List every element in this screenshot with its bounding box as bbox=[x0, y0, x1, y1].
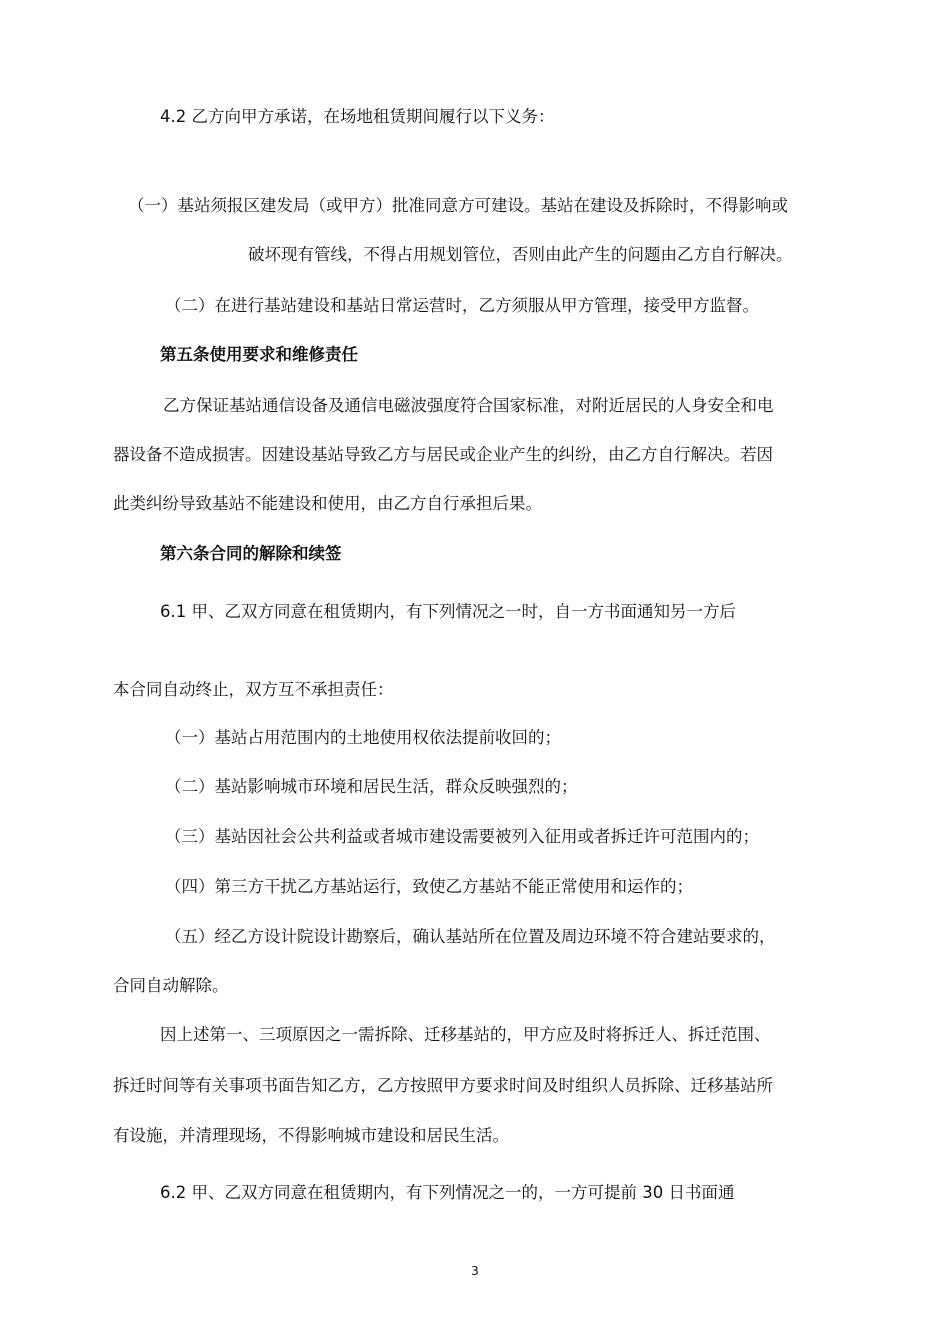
clause-6-1-item-5: （五）经乙方设计院设计勘察后，确认基站所在位置及周边环境不符合建站要求的， bbox=[165, 927, 776, 946]
clause-4-2-item-1: （一）基站须报区建发局（或甲方）批准同意方可建设。基站在建设及拆除时，不得影响或 bbox=[128, 196, 788, 215]
relocation-para-line-1: 因上述第一、三项原因之一需拆除、迁移基站的，甲方应及时将拆迁人、拆迁范围、 bbox=[160, 1025, 771, 1044]
clause-6-1-item-3: （三）基站因社会公共利益或者城市建设需要被列入征用或者拆迁许可范围内的； bbox=[165, 827, 759, 846]
clause-6-2-line-1: 6.2 甲、乙双方同意在租赁期内，有下列情况之一的，一方可提前 30 日书面通 bbox=[160, 1183, 735, 1202]
clause-6-1-item-1: （一）基站占用范围内的土地使用权依法提前收回的； bbox=[165, 728, 561, 747]
article-5-para-line-2: 器设备不造成损害。因建设基站导致乙方与居民或企业产生的纠纷，由乙方自行解决。若因 bbox=[113, 445, 773, 464]
clause-6-1-line-1: 6.1 甲、乙双方同意在租赁期内，有下列情况之一时，自一方书面通知另一方后 bbox=[160, 602, 736, 621]
relocation-para-line-2: 拆迁时间等有关事项书面告知乙方，乙方按照甲方要求时间及时组织人员拆除、迁移基站所 bbox=[113, 1076, 773, 1095]
clause-6-1-line-2: 本合同自动终止，双方互不承担责任： bbox=[113, 680, 394, 699]
page-number: 3 bbox=[471, 1264, 479, 1278]
clause-6-1-item-2: （二）基站影响城市环境和居民生活，群众反映强烈的； bbox=[165, 777, 578, 796]
clause-4-2-item-2: （二）在进行基站建设和基站日常运营时，乙方须服从甲方管理，接受甲方监督。 bbox=[165, 296, 759, 315]
article-5-para-line-1: 乙方保证基站通信设备及通信电磁波强度符合国家标准，对附近居民的人身安全和电 bbox=[163, 396, 774, 415]
article-5-para-line-3: 此类纠纷导致基站不能建设和使用，由乙方自行承担后果。 bbox=[113, 494, 542, 513]
article-5-heading: 第五条使用要求和维修责任 bbox=[160, 345, 358, 364]
clause-6-1-item-4: （四）第三方干扰乙方基站运行，致使乙方基站不能正常使用和运作的； bbox=[165, 877, 693, 896]
clause-6-1-item-5-cont: 合同自动解除。 bbox=[113, 976, 229, 995]
relocation-para-line-3: 有设施，并清理现场，不得影响城市建设和居民生活。 bbox=[113, 1126, 509, 1145]
clause-4-2-heading: 4.2 乙方向甲方承诺，在场地租赁期间履行以下义务： bbox=[160, 107, 555, 126]
clause-4-2-item-1-cont: 破坏现有管线，不得占用规划管位，否则由此产生的问题由乙方自行解决。 bbox=[248, 245, 793, 264]
article-6-heading: 第六条合同的解除和续签 bbox=[160, 544, 342, 563]
